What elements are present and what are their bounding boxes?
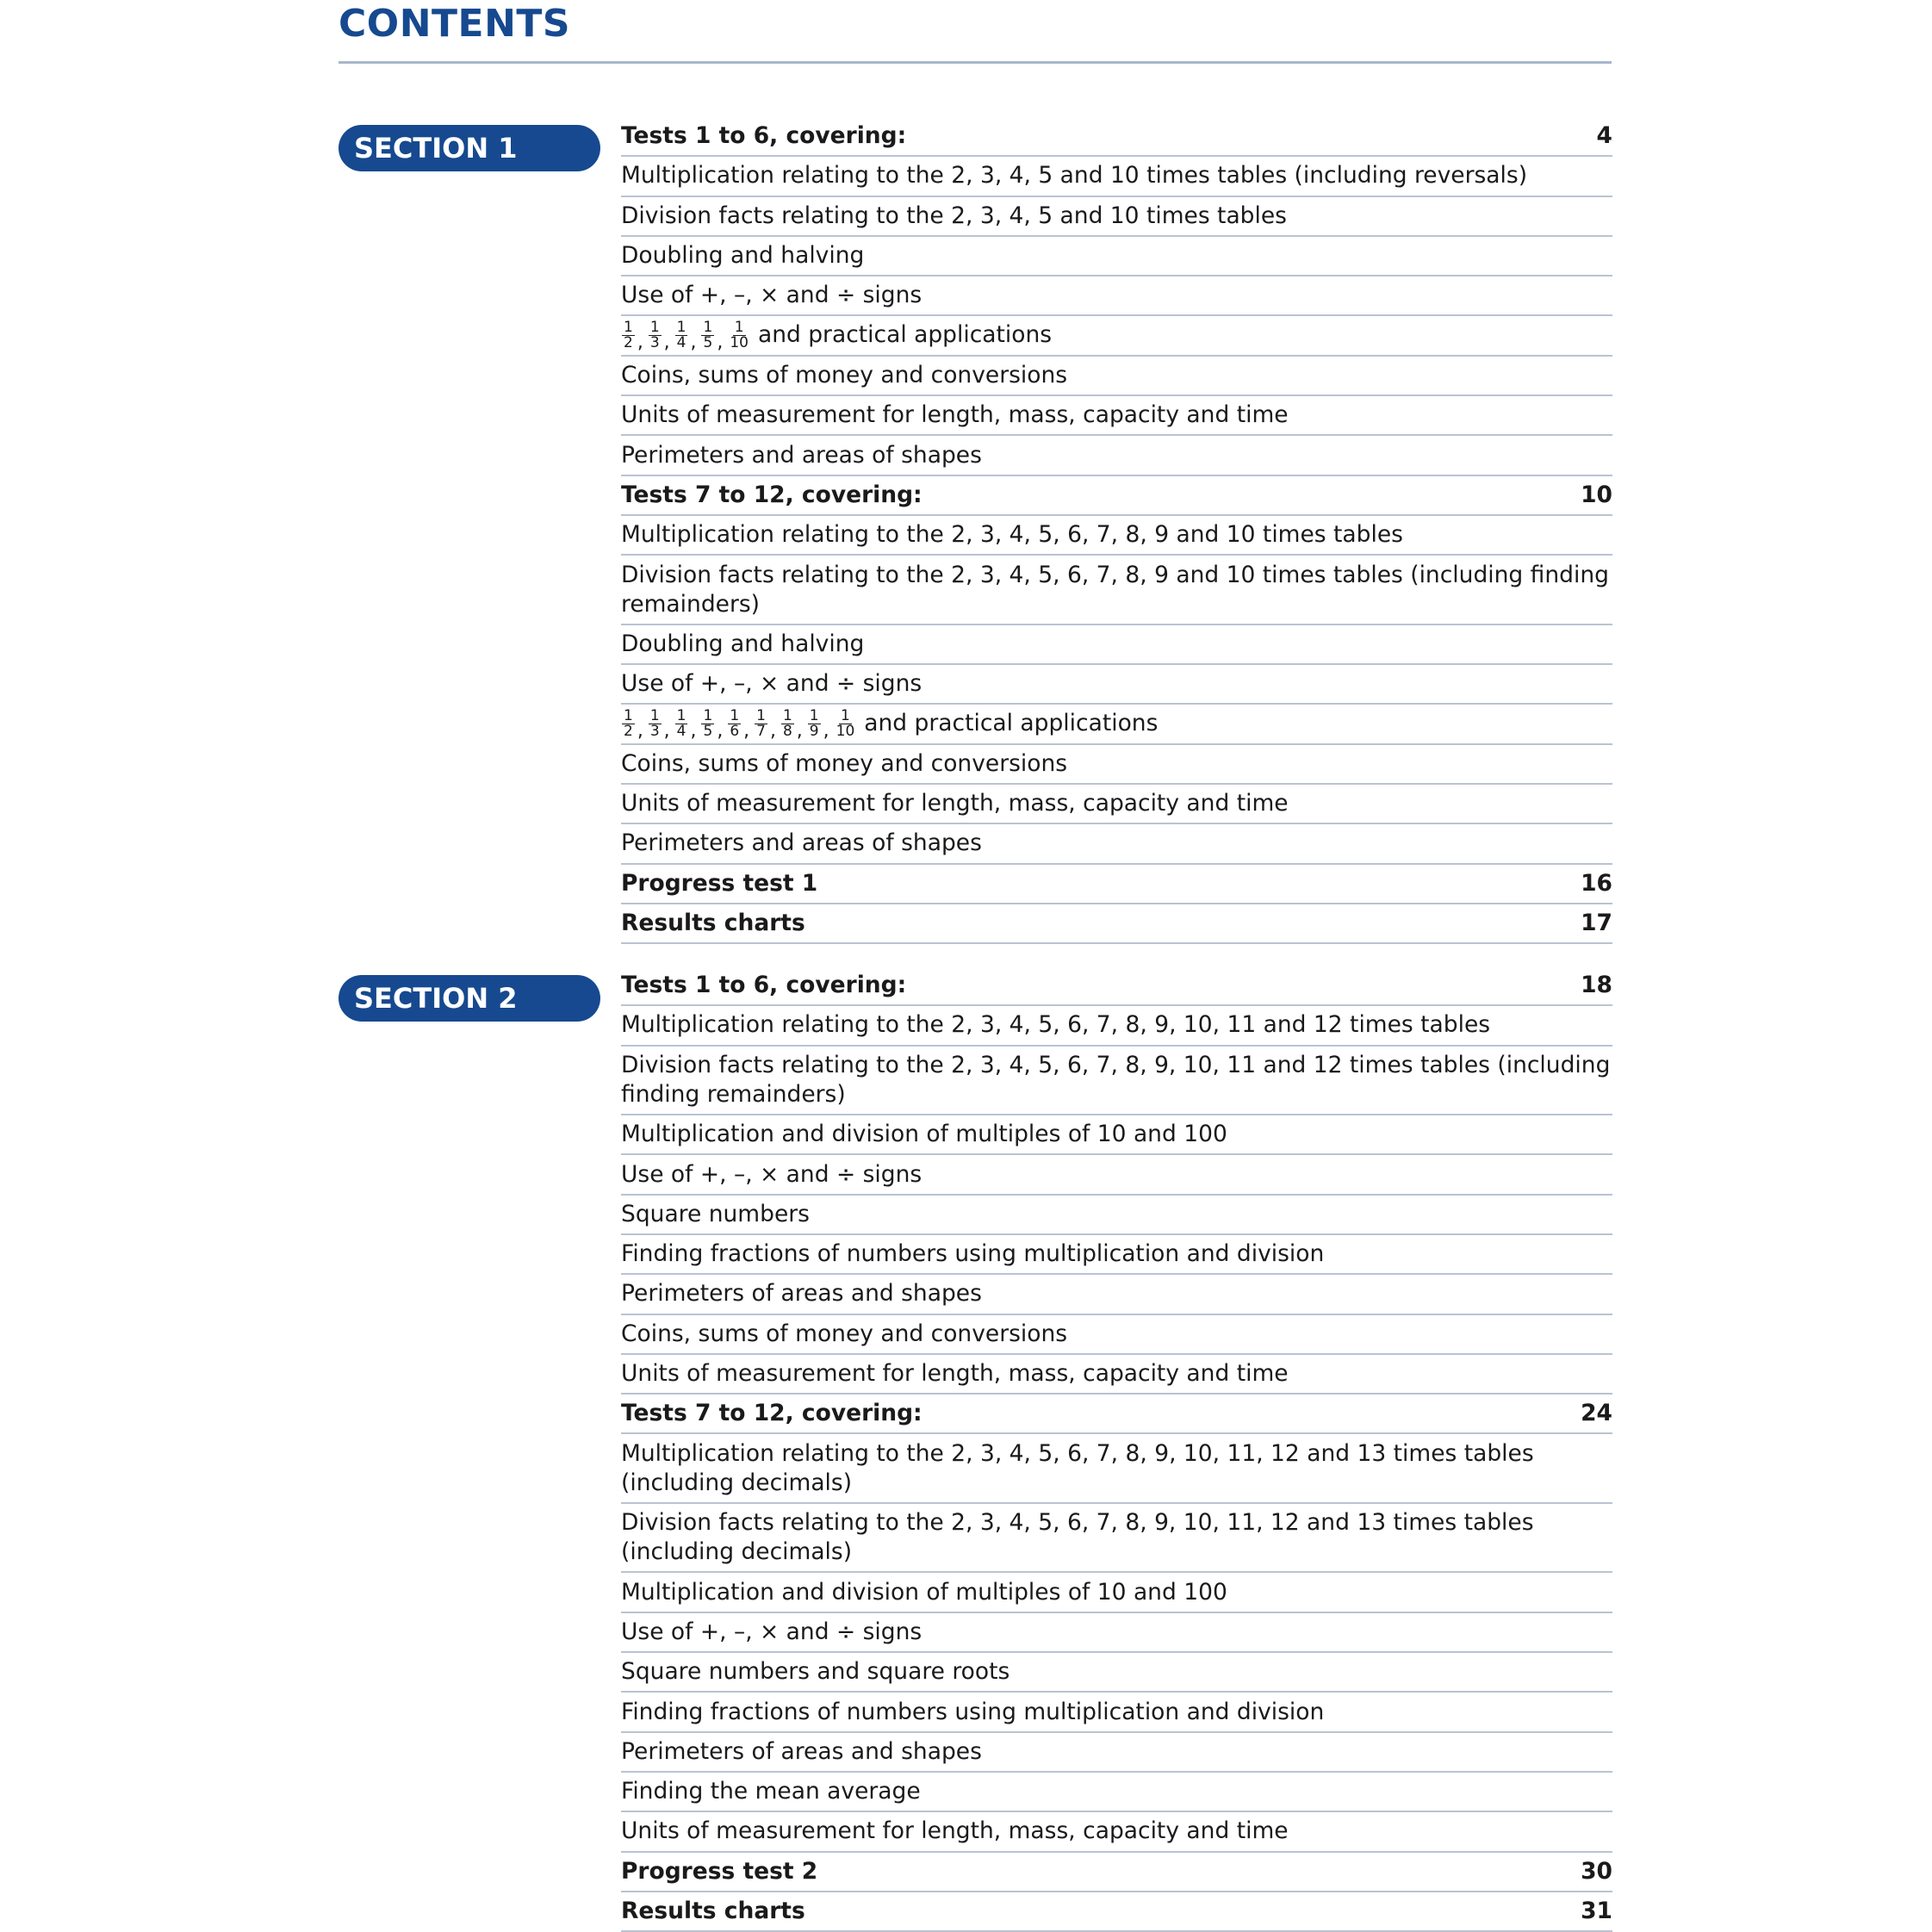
page-number: 18: [1581, 972, 1612, 999]
toc-topic-text: Multiplication relating to the 2, 3, 4, 5 and 10 times tables (including reversals): [621, 162, 1528, 189]
toc-topic-text: Units of measurement for length, mass, capacity and time: [621, 401, 1289, 429]
toc-topic-row: [621, 625, 1612, 665]
toc-topic-row: [621, 1235, 1612, 1275]
toc-heading-row: [621, 1892, 1612, 1932]
toc-topic-row: [621, 745, 1612, 785]
toc-topic-text: Perimeters and areas of shapes: [621, 829, 982, 857]
toc-topic-text: Doubling and halving: [621, 630, 865, 657]
toc-topic-row: [621, 1155, 1612, 1195]
toc-topic-row: [621, 1315, 1612, 1355]
toc-topic-row: [621, 1434, 1612, 1504]
toc-topic-text: Coins, sums of money and conversions: [621, 361, 1068, 388]
toc-heading-row: [621, 117, 1612, 157]
toc-topic-row: [621, 316, 1612, 356]
toc-topic-text: Square numbers and square roots: [621, 1658, 1010, 1686]
toc-topic-text: [621, 320, 1612, 351]
page-number: 10: [1581, 481, 1612, 508]
toc-heading-text: Results charts: [621, 909, 805, 936]
toc-topic-text: Multiplication relating to the 2, 3, 4, 5, 6, 7, 8, 9 and 10 times tables: [621, 521, 1403, 549]
toc-topic-row: [621, 1047, 1612, 1116]
fraction: 1 9: [809, 707, 819, 740]
toc-topic-row: [621, 785, 1612, 824]
toc-heading-row: [621, 1853, 1612, 1892]
fraction: 1 6: [730, 707, 740, 740]
toc-heading-text: Results charts: [621, 1897, 805, 1924]
fraction-list: 1 2 , 1 3 , 1 4 , 1 5 , 1 6 , 1 7 , 1 8 , 1 9 , 1 10: [624, 707, 855, 742]
toc-heading-text: Progress test 2: [621, 1857, 818, 1885]
toc-topic-row: [621, 1504, 1612, 1574]
toc-topic-text: Coins, sums of money and conversions: [621, 749, 1068, 777]
toc-topic-row: [621, 1115, 1612, 1155]
fraction: 1 7: [756, 707, 766, 740]
toc-topic-text: Perimeters and areas of shapes: [621, 441, 982, 469]
toc-heading-text: Tests 7 to 12, covering:: [621, 1400, 923, 1427]
toc-topic-text: Perimeters of areas and shapes: [621, 1280, 982, 1308]
section-2-badge: SECTION 2: [339, 975, 600, 1022]
section-1-badge: SECTION 1: [339, 125, 600, 171]
toc-topic-row: [621, 1733, 1612, 1773]
fraction: 1 8: [782, 707, 792, 740]
section-1-list: [621, 117, 1612, 944]
toc-heading-row: [621, 1395, 1612, 1434]
toc-topic-row: [621, 1275, 1612, 1314]
toc-topic-row: [621, 1613, 1612, 1653]
fraction: 1 2: [624, 319, 633, 352]
toc-topic-row: [621, 1006, 1612, 1046]
toc-topic-text: Division facts relating to the 2, 3, 4, 5, 6, 7, 8, 9, 10, 11, 12 and 13 times tables (including decimals): [621, 1509, 1534, 1566]
toc-topic-text: Units of measurement for length, mass, capacity and time: [621, 790, 1289, 817]
toc-topic-row: [621, 157, 1612, 196]
toc-heading-text: Tests 7 to 12, covering:: [621, 481, 923, 508]
page-title: CONTENTS: [339, 2, 571, 46]
toc-topic-text: [621, 707, 1612, 742]
toc-topic-text: Multiplication relating to the 2, 3, 4, 5, 6, 7, 8, 9, 10, 11, 12 and 13 times tables (including decimals): [621, 1439, 1534, 1496]
toc-topic-row: [621, 436, 1612, 475]
section-2-list: [621, 966, 1612, 1932]
toc-topic-text: Use of +, –, × and ÷ signs: [621, 1160, 923, 1188]
fraction: 1 4: [676, 319, 686, 352]
toc-topic-row: [621, 1773, 1612, 1812]
toc-topic-text: Square numbers: [621, 1200, 810, 1227]
toc-topic-text: Use of +, –, × and ÷ signs: [621, 282, 923, 309]
toc-heading-row: [621, 904, 1612, 944]
toc-topic-row: [621, 1693, 1612, 1732]
page-number: 17: [1581, 909, 1612, 936]
toc-topic-row: [621, 1573, 1612, 1612]
fraction: 1 2: [624, 707, 633, 740]
toc-topic-text: Perimeters of areas and shapes: [621, 1737, 982, 1765]
toc-topic-row: [621, 516, 1612, 556]
toc-heading-row: [621, 865, 1612, 904]
toc-heading-text: Tests 1 to 6, covering:: [621, 122, 907, 150]
page-number: 24: [1581, 1400, 1612, 1427]
toc-topic-row: [621, 705, 1612, 744]
toc-topic-row: [621, 1812, 1612, 1852]
fraction: 1 5: [703, 707, 713, 740]
toc-topic-row: [621, 665, 1612, 705]
fraction-list: 1 2 , 1 3 , 1 4 , 1 5 , 1 10: [624, 319, 749, 353]
toc-heading-row: [621, 966, 1612, 1006]
toc-heading-row: [621, 476, 1612, 516]
toc-topic-row: [621, 1196, 1612, 1235]
title-divider: [339, 61, 1612, 64]
toc-topic-row: [621, 357, 1612, 396]
toc-topic-row: [621, 824, 1612, 864]
toc-topic-text: Doubling and halving: [621, 242, 865, 270]
fraction-caption: and practical applications: [757, 321, 1053, 349]
toc-topic-text: Use of +, –, × and ÷ signs: [621, 670, 923, 698]
toc-topic-text: Coins, sums of money and conversions: [621, 1320, 1068, 1347]
toc-topic-text: Use of +, –, × and ÷ signs: [621, 1618, 923, 1645]
fraction: 1 5: [703, 319, 713, 352]
toc-topic-text: Multiplication relating to the 2, 3, 4, 5, 6, 7, 8, 9, 10, 11 and 12 times tables: [621, 1011, 1491, 1039]
page-number: 4: [1596, 122, 1612, 150]
toc-topic-text: Units of measurement for length, mass, capacity and time: [621, 1360, 1289, 1388]
toc-heading-text: Progress test 1: [621, 869, 818, 897]
page-number: 16: [1581, 869, 1612, 897]
toc-topic-text: Division facts relating to the 2, 3, 4, 5 and 10 times tables: [621, 202, 1287, 229]
toc-topic-row: [621, 237, 1612, 276]
toc-topic-row: [621, 396, 1612, 436]
fraction-caption: and practical applications: [864, 710, 1159, 736]
toc-heading-text: Tests 1 to 6, covering:: [621, 972, 907, 999]
page-number: 30: [1581, 1857, 1612, 1885]
fraction: 1 3: [649, 319, 660, 352]
toc-topic-row: [621, 556, 1612, 625]
fraction: 1 3: [649, 707, 660, 740]
fraction: 1 10: [730, 319, 749, 352]
toc-topic-row: [621, 276, 1612, 316]
toc-topic-text: Multiplication and division of multiples of 10 and 100: [621, 1578, 1227, 1606]
toc-topic-text: Finding the mean average: [621, 1778, 921, 1805]
toc-topic-row: [621, 1355, 1612, 1395]
toc-topic-text: Division facts relating to the 2, 3, 4, 5, 6, 7, 8, 9, 10, 11 and 12 times tables (including finding remainders): [621, 1051, 1611, 1108]
toc-topic-text: Units of measurement for length, mass, capacity and time: [621, 1817, 1289, 1845]
fraction: 1 4: [676, 707, 686, 740]
toc-topic-text: Multiplication and division of multiples of 10 and 100: [621, 1121, 1227, 1148]
toc-topic-row: [621, 1653, 1612, 1693]
toc-topic-text: Division facts relating to the 2, 3, 4, 5, 6, 7, 8, 9 and 10 times tables (including finding remainders): [621, 561, 1609, 618]
toc-topic-row: [621, 197, 1612, 237]
toc-topic-text: Finding fractions of numbers using multiplication and division: [621, 1240, 1325, 1268]
toc-topic-text: Finding fractions of numbers using multiplication and division: [621, 1698, 1325, 1725]
fraction: 1 10: [836, 707, 855, 740]
page-number: 31: [1581, 1897, 1612, 1924]
